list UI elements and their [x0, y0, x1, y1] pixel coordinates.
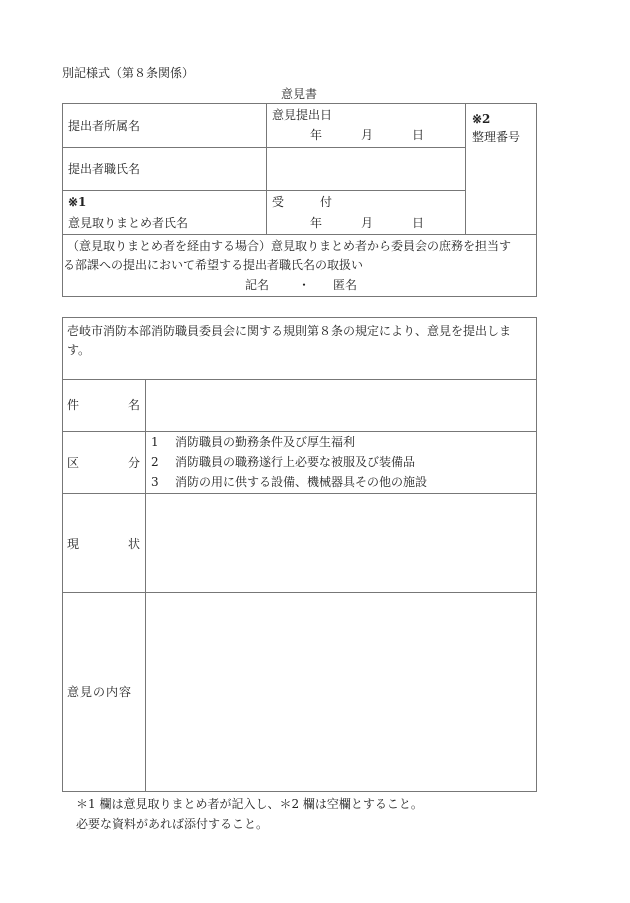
submitter-name-row	[63, 148, 266, 190]
status-label-2: 状	[128, 537, 141, 551]
subject-input[interactable]	[146, 380, 536, 431]
category-option-1[interactable]	[151, 435, 531, 449]
submission-date-label: 意見提出日	[272, 108, 333, 122]
submission-date-field[interactable]	[267, 104, 465, 147]
intro-line-1: 壱岐市消防本部消防職員委員会に関する規則第８条の規定により、意見を提出しま	[67, 324, 512, 338]
status-label-1: 現	[67, 537, 80, 551]
document-title: 意見書	[281, 87, 318, 101]
coordinator-name-field[interactable]	[63, 191, 266, 234]
reception-day-label: 日	[412, 216, 425, 230]
category-label-cell	[63, 432, 145, 493]
form-label: 別記様式（第８条関係）	[62, 66, 195, 80]
name-handling-row	[63, 235, 536, 296]
ref-mark-1: ※1	[68, 195, 87, 209]
reception-year-label: 年	[310, 216, 323, 230]
category-option-number: 3	[151, 475, 159, 489]
status-input[interactable]	[146, 494, 536, 592]
opinion-label-cell	[63, 593, 145, 791]
reception-label-1: 受	[272, 195, 285, 209]
intro-line-2: す。	[67, 343, 91, 357]
date-year-label: 年	[310, 128, 323, 142]
category-label-1: 区	[67, 456, 80, 470]
submitter-affiliation-label: 提出者所属名	[68, 119, 141, 133]
ref-mark-2: ※2	[472, 112, 491, 126]
handling-description-line-1: （意見取りまとめ者を経由する場合）意見取りまとめ者から委員会の庶務を担当す	[67, 239, 512, 253]
coordinator-name-label: 意見取りまとめ者氏名	[68, 216, 189, 230]
date-day-label: 日	[412, 128, 425, 142]
opinion-label: 意見の内容	[67, 685, 133, 699]
category-option-number: 2	[151, 455, 159, 469]
opinion-input[interactable]	[146, 593, 536, 791]
submitter-affiliation-field[interactable]	[63, 104, 266, 147]
intro-row	[63, 318, 536, 379]
option-named[interactable]: 記名	[245, 278, 270, 292]
category-option-text: 消防職員の勤務条件及び厚生福利	[175, 435, 356, 449]
subject-label-2: 名	[128, 398, 141, 412]
category-options	[146, 432, 536, 493]
handling-description-line-2: る部課への提出において希望する提出者職氏名の取扱い	[63, 258, 364, 272]
category-option-text: 消防職員の職務遂行上必要な被服及び装備品	[175, 455, 416, 469]
category-label-2: 分	[128, 456, 141, 470]
submitter-name-input[interactable]	[267, 148, 465, 190]
reception-date-field[interactable]	[267, 191, 465, 234]
option-separator: ・	[298, 278, 311, 292]
category-option-text: 消防の用に供する設備、機械器具その他の施設	[175, 475, 428, 489]
divider	[62, 296, 537, 297]
divider	[62, 791, 537, 792]
status-label-cell	[63, 494, 145, 592]
subject-label-1: 件	[67, 398, 80, 412]
divider	[536, 103, 537, 296]
date-month-label: 月	[361, 128, 374, 142]
reception-label-2: 付	[320, 195, 333, 209]
category-option-3[interactable]	[151, 475, 531, 489]
submitter-name-label: 提出者職氏名	[68, 162, 141, 176]
subject-label-cell	[63, 380, 145, 431]
category-option-number: 1	[151, 435, 159, 449]
reference-number-label: 整理番号	[472, 130, 521, 144]
divider	[536, 317, 537, 791]
option-anonymous[interactable]: 匿名	[333, 278, 358, 292]
footnote-2: 必要な資料があれば添付すること。	[76, 817, 269, 831]
footnote-1: ＊1 欄は意見取りまとめ者が記入し、＊2 欄は空欄とすること。	[76, 797, 423, 811]
reception-month-label: 月	[361, 216, 374, 230]
category-option-2[interactable]	[151, 455, 531, 469]
reference-number-field[interactable]	[466, 104, 536, 234]
